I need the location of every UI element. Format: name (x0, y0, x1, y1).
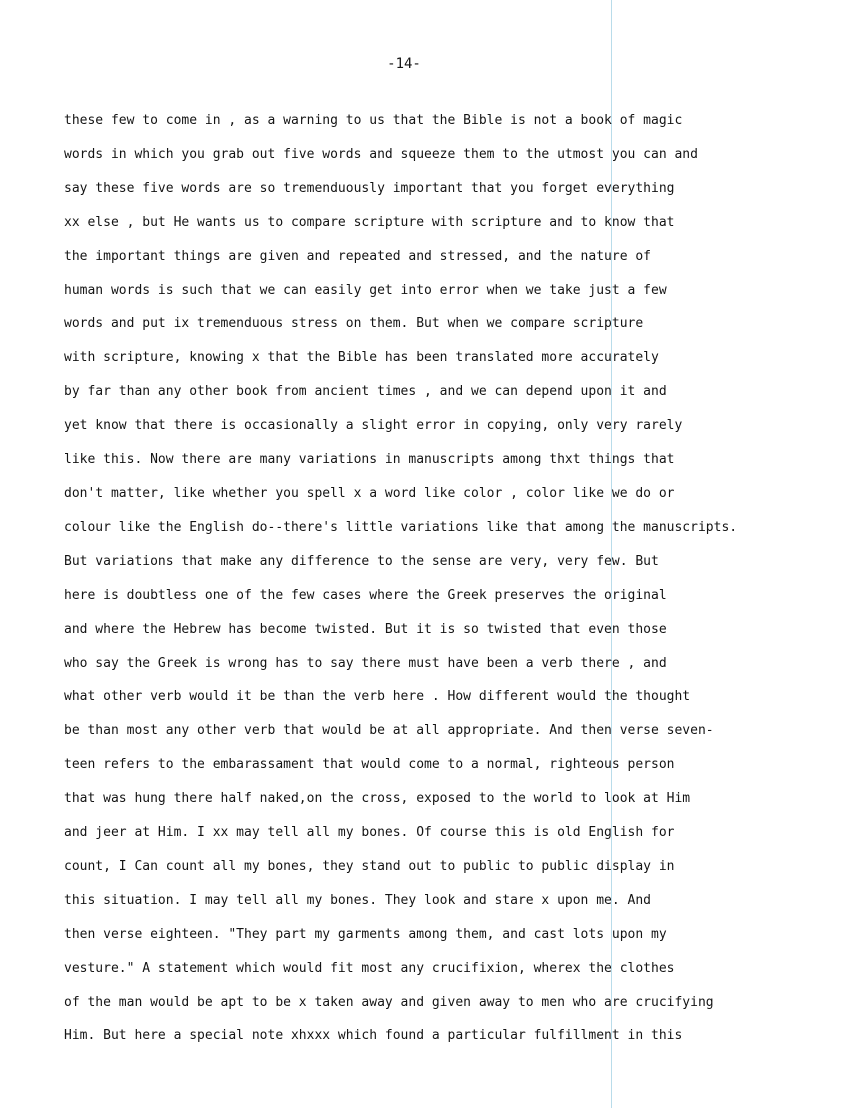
text-line: like this. Now there are many variations in manuscripts among thxt things that (64, 452, 675, 468)
text-line: of the man would be apt to be x taken away and given away to men who are crucifying (64, 994, 714, 1010)
text-line: words and put ix tremenduous stress on them. But when we compare scripture (64, 316, 644, 332)
text-line: this situation. I may tell all my bones. They look and stare x upon me. And (64, 892, 651, 908)
text-line: Him. But here a special note xhxxx which found a particular fulfillment in this (64, 1028, 683, 1044)
text-line: colour like the English do--there's little variations like that among the manuscripts. (64, 519, 738, 535)
text-line: human words is such that we can easily get into error when we take just a few (64, 282, 667, 298)
text-line: count, I Can count all my bones, they stand out to public to public display in (64, 858, 675, 874)
text-line: who say the Greek is wrong has to say there must have been a verb there , and (64, 655, 667, 671)
text-line: by far than any other book from ancient times , and we can depend upon it and (64, 384, 667, 400)
text-line: don't matter, like whether you spell x a word like color , color like we do or (64, 485, 675, 501)
text-line: then verse eighteen. "They part my garments among them, and cast lots upon my (64, 926, 667, 942)
text-line: vesture." A statement which would fit most any crucifixion, wherex the clothes (64, 960, 675, 976)
text-line: be than most any other verb that would be at all appropriate. And then verse seven- (64, 723, 714, 739)
page-number: -14- (387, 56, 421, 72)
text-line: teen refers to the embarassament that would come to a normal, righteous person (64, 757, 675, 773)
text-line: say these five words are so tremenduously important that you forget everything (64, 180, 675, 196)
text-line: that was hung there half naked,on the cross, exposed to the world to look at Him (64, 791, 691, 807)
text-line: and where the Hebrew has become twisted. But it is so twisted that even those (64, 621, 667, 637)
text-line: words in which you grab out five words and squeeze them to the utmost you can and (64, 146, 698, 162)
text-line: the important things are given and repeated and stressed, and the nature of (64, 248, 651, 264)
text-line: with scripture, knowing x that the Bible has been translated more accurately (64, 350, 659, 366)
text-line: yet know that there is occasionally a slight error in copying, only very rarely (64, 418, 683, 434)
text-line: these few to come in , as a warning to us that the Bible is not a book of magic (64, 113, 683, 128)
text-line: xx else , but He wants us to compare scripture with scripture and to know that (64, 214, 675, 230)
text-line: But variations that make any difference to the sense are very, very few. But (64, 553, 659, 569)
text-line: and jeer at Him. I xx may tell all my bones. Of course this is old English for (64, 825, 675, 841)
body-text (64, 104, 852, 1053)
text-line: here is doubtless one of the few cases where the Greek preserves the original (64, 587, 667, 603)
text-line: what other verb would it be than the verb here . How different would the thought (64, 689, 691, 705)
